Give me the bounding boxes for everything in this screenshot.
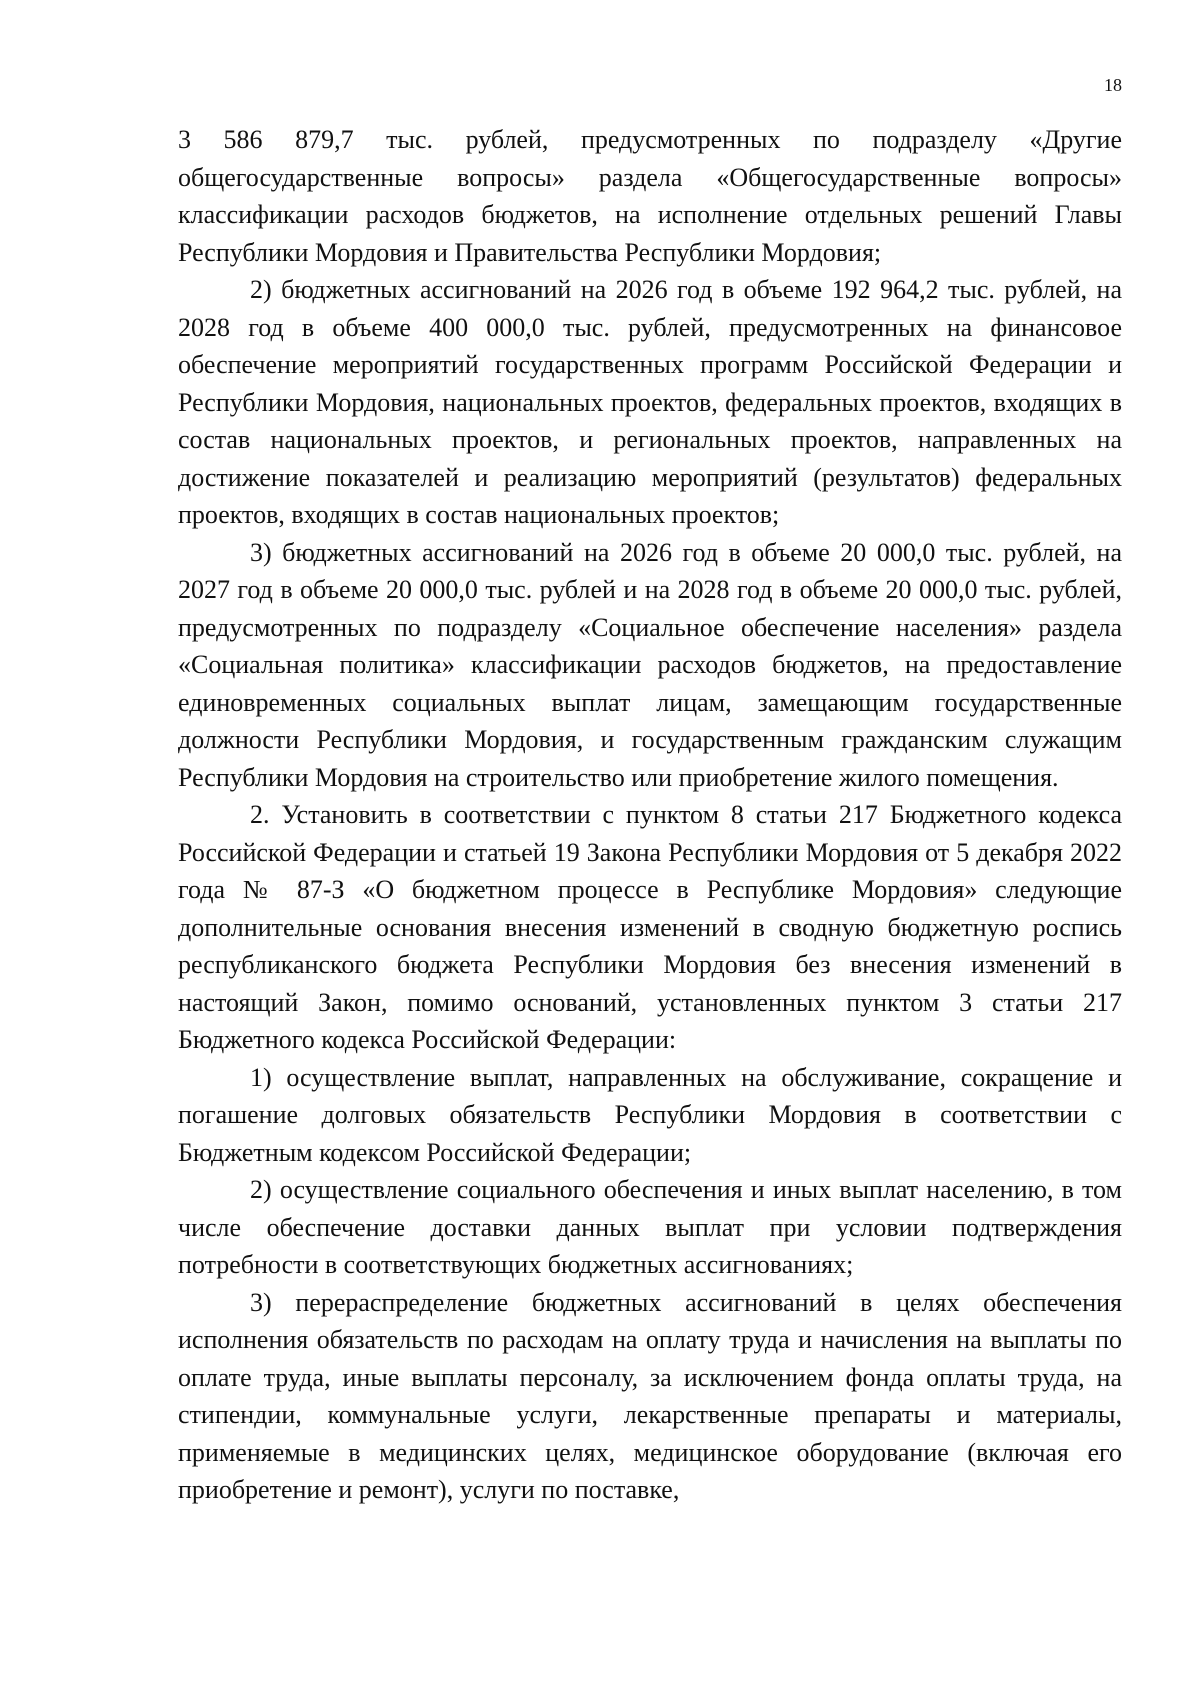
document-body <box>178 121 1122 1509</box>
paragraph-section-2-grounds: 2. Установить в соответствии с пунктом 8 статьи 217 Бюджетного кодекса Российской Федерации и статьей 19 Закона Республики Мордовия от 5 декабря 2022 года № 87-З «О бюджетном процессе в Республике Мордовия» следующие дополнительные основания внесения изменений в сводную бюджетную роспись республиканского бюджета Республики Мордовия без внесения изменений в настоящий Закон, помимо оснований, установленных пунктом 3 статьи 217 Бюджетного кодекса Российской Федерации: <box>178 800 1122 1054</box>
paragraph-ground-2-social-security: 2) осуществление социального обеспечения и иных выплат населению, в том числе обеспечение доставки данных выплат при условии подтверждения потребности в соответствующих бюджетных ассигнованиях; <box>178 1175 1122 1279</box>
paragraph-continuation-1: 3 586 879,7 тыс. рублей, предусмотренных по подразделу «Другие общегосударственные вопросы» раздела «Общегосударственные вопросы» классификации расходов бюджетов, на исполнение отдельных решений Главы Республики Мордовия и Правительства Республики Мордовия; <box>178 125 1122 267</box>
paragraph-item-2-budget-allocations: 2) бюджетных ассигнований на 2026 год в объеме 192 964,2 тыс. рублей, на 2028 год в объеме 400 000,0 тыс. рублей, предусмотренных на финансовое обеспечение мероприятий государственных программ Российской Федерации и Республики Мордовия, национальных проектов, федеральных проектов, входящих в состав национальных проектов, и региональных проектов, направленных на достижение показателей и реализацию мероприятий (результатов) федеральных проектов, входящих в состав национальных проектов; <box>178 275 1122 529</box>
page-number: 18 <box>1104 75 1122 95</box>
paragraph-ground-3-redistribution: 3) перераспределение бюджетных ассигнований в целях обеспечения исполнения обязательств по расходам на оплату труда и начисления на выплаты по оплате труда, иные выплаты персоналу, за исключением фонда оплаты труда, на стипендии, коммунальные услуги, лекарственные препараты и материалы, применяемые в медицинских целях, медицинское оборудование (включая его приобретение и ремонт), услуги по поставке, <box>178 1287 1122 1504</box>
paragraph-ground-1-debt-payments: 1) осуществление выплат, направленных на обслуживание, сокращение и погашение долговых обязательств Республики Мордовия в соответствии с Бюджетным кодексом Российской Федерации; <box>178 1062 1122 1167</box>
paragraph-item-3-social-payments: 3) бюджетных ассигнований на 2026 год в объеме 20 000,0 тыс. рублей, на 2027 год в объеме 20 000,0 тыс. рублей и на 2028 год в объеме 20 000,0 тыс. рублей, предусмотренных по подразделу «Социальное обеспечение населения» раздела «Социальная политика» классификации расходов бюджетов, на предоставление единовременных социальных выплат лицам, замещающим государственные должности Республики Мордовия, и государственным гражданским служащим Республики Мордовия на строительство или приобретение жилого помещения. <box>178 537 1122 792</box>
